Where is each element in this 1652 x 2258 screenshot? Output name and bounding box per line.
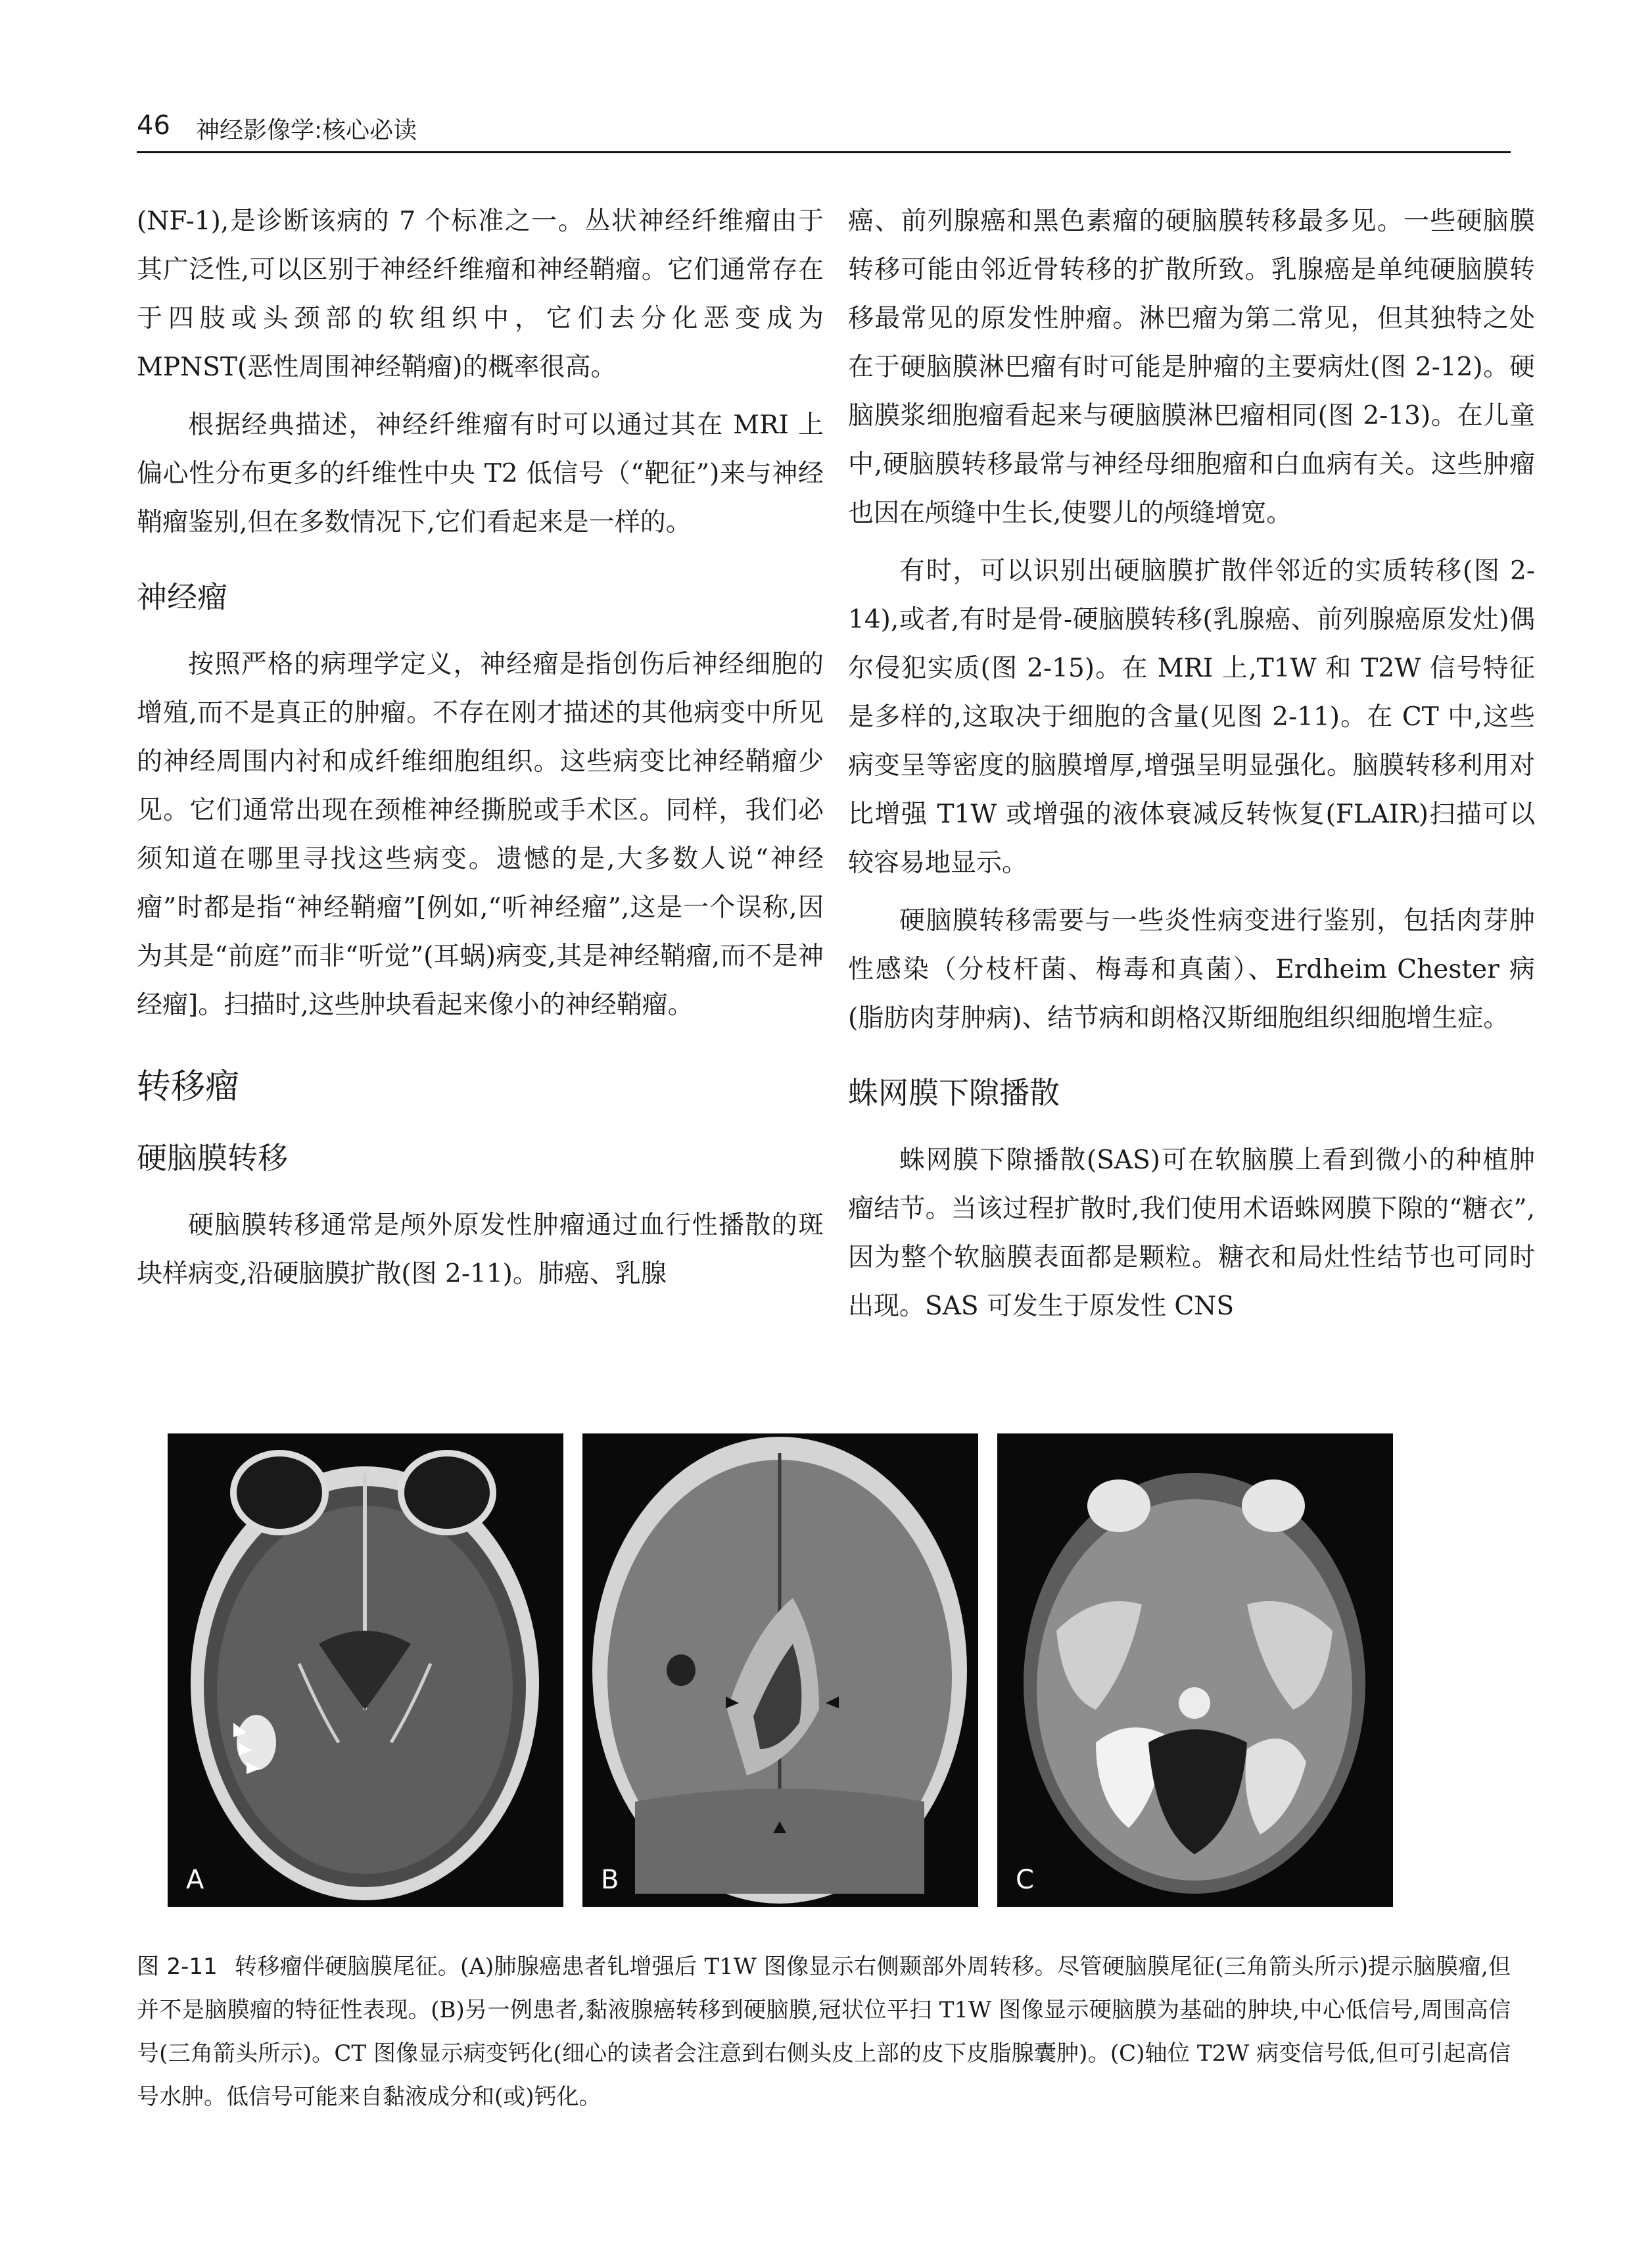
paragraph: 蛛网膜下隙播散(SAS)可在软脑膜上看到微小的种植肿瘤结节。当该过程扩散时,我们使用术语蛛网膜下隙的“糖衣”,因为整个软脑膜表面都是颗粒。糖衣和局灶性结节也可同时出现。SAS 可发生于原发性 CNS [848,1145,1535,1321]
coronal-t1-image [582,1433,978,1907]
figure-caption [137,1945,1511,2119]
section-heading-neuroma: 神经瘤 [137,579,227,615]
mri-panel-b [582,1433,978,1907]
caption-text: 转移瘤伴硬脑膜尾征。(A)肺腺癌患者钆增强后 T1W 图像显示右侧颞部外周转移。尽管硬脑膜尾征(三角箭头所示)提示脑膜瘤,但并不是脑膜瘤的特征性表现。(B)另一例患者,黏液腺癌转移到硬脑膜,冠状位平扫 T1W 图像显示硬脑膜为基础的肿块,中心低信号,周围高信号(三角箭头所示)。CT 图像显示病变钙化(细心的读者会注意到右侧头皮上部的皮下皮脂腺囊肿)。(C)轴位 T2W 病变信号低,但可引起高信号水肿。低信号可能来自黏液成分和(或)钙化。 [137,1954,1511,2110]
subsection-heading-dural: 硬脑膜转移 [137,1140,288,1176]
running-header [137,104,1511,153]
paragraph: 有时，可以识别出硬脑膜扩散伴邻近的实质转移(图 2-14),或者,有时是骨-硬脑膜转移(乳腺癌、前列腺癌原发灶)偶尔侵犯实质(图 2-15)。在 MRI 上,T1W 和 T2W 信号特征是多样的,这取决于细胞的含量(见图 2-11)。在 CT 中,这些病变呈等密度的脑膜增厚,增强呈明显强化。脑膜转移利用对比增强 T1W 或增强的液体衰减反转恢复(FLAIR)扫描可以较容易地显示。 [848,556,1535,878]
page-number: 46 [137,110,170,141]
panel-label: C [1016,1865,1034,1895]
axial-t1-image [168,1433,563,1907]
section-heading-metastasis: 转移瘤 [137,1067,240,1107]
figure-2-11 [168,1433,1509,1907]
axial-t2-image [997,1433,1393,1907]
panel-label: A [186,1865,204,1895]
mri-panel-c [997,1433,1393,1907]
mri-panel-a [168,1433,563,1907]
right-column [848,197,1535,1331]
paragraph: 根据经典描述，神经纤维瘤有时可以通过其在 MRI 上偏心性分布更多的纤维性中央 T2 低信号（“靶征”)来与神经鞘瘤鉴别,但在多数情况下,它们看起来是一样的。 [137,410,824,537]
section-heading-sas: 蛛网膜下隙播散 [848,1075,1060,1111]
paragraph: 硬脑膜转移需要与一些炎性病变进行鉴别，包括肉芽肿性感染（分枝杆菌、梅毒和真菌）、Erdheim Chester 病(脂肪肉芽肿病)、结节病和朗格汉斯细胞组织细胞增生症。 [848,906,1535,1033]
paragraph: 硬脑膜转移通常是颅外原发性肿瘤通过血行性播散的斑块样病变,沿硬脑膜扩散(图 2-11)。肺癌、乳腺 [137,1211,824,1289]
panel-label: B [601,1865,619,1895]
paragraph: 按照严格的病理学定义，神经瘤是指创伤后神经细胞的增殖,而不是真正的肿瘤。不存在刚才描述的其他病变中所见的神经周围内衬和成纤维细胞组织。这些病变比神经鞘瘤少见。它们通常出现在颈椎神经撕脱或手术区。同样，我们必须知道在哪里寻找这些病变。遗憾的是,大多数人说“神经瘤”时都是指“神经鞘瘤”[例如,“听神经瘤”,这是一个误称,因为其是“前庭”而非“听觉”(耳蜗)病变,其是神经鞘瘤,而不是神经瘤]。扫描时,这些肿块看起来像小的神经鞘瘤。 [137,650,824,1020]
figure-number: 图 2-11 [137,1954,218,1980]
left-column [137,197,824,1299]
book-title: 神经影像学:核心必读 [196,117,417,144]
paragraph: 癌、前列腺癌和黑色素瘤的硬脑膜转移最多见。一些硬脑膜转移可能由邻近骨转移的扩散所致。乳腺癌是单纯硬脑膜转移最常见的原发性肿瘤。淋巴瘤为第二常见，但其独特之处在于硬脑膜淋巴瘤有时可能是肿瘤的主要病灶(图 2-12)。硬脑膜浆细胞瘤看起来与硬脑膜淋巴瘤相同(图 2-13)。在儿童中,硬脑膜转移最常与神经母细胞瘤和白血病有关。这些肿瘤也因在颅缝中生长,使婴儿的颅缝增宽。 [848,206,1535,528]
paragraph: (NF-1),是诊断该病的 7 个标准之一。丛状神经纤维瘤由于其广泛性,可以区别于神经纤维瘤和神经鞘瘤。它们通常存在于四肢或头颈部的软组织中，它们去分化恶变成为 MPNST(恶性周围神经鞘瘤)的概率很高。 [137,206,824,382]
